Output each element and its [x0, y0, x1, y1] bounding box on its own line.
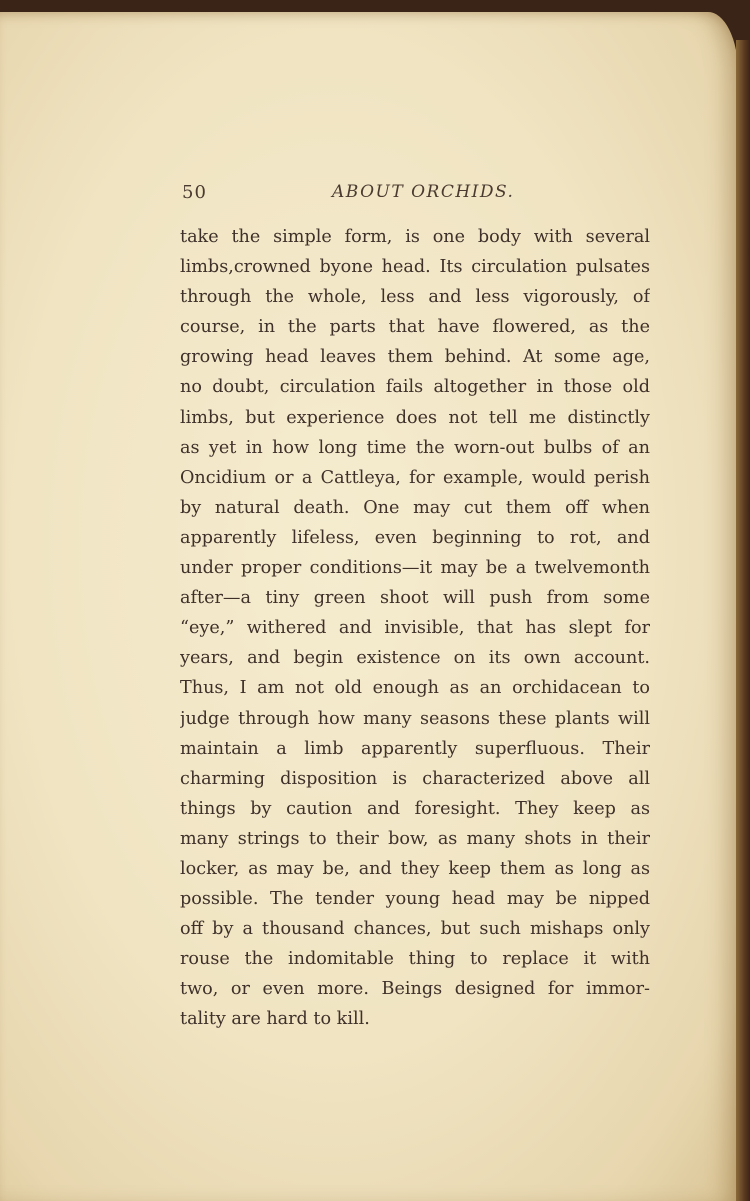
text-line: course, in the parts that have flowered, as the	[180, 317, 650, 338]
text-line: “eye,” withered and invisible, that has slept for	[180, 618, 650, 639]
text-line: locker, as may be, and they keep them as long as	[180, 858, 650, 879]
text-line: possible. The tender young head may be nipped	[180, 889, 650, 910]
text-line: years, and begin existence on its own account.	[180, 648, 650, 669]
text-line: as yet in how long time the worn-out bulbs of an	[180, 437, 650, 458]
page-header	[182, 178, 648, 212]
text-line: after—a tiny green shoot will push from some	[180, 588, 650, 609]
text-line: two, or even more. Beings designed for immor-	[180, 979, 650, 1000]
text-line: apparently lifeless, even beginning to rot, and	[180, 527, 650, 548]
page-number: 50	[182, 182, 207, 203]
text-line: judge through how many seasons these plants will	[180, 708, 650, 729]
text-line: charming disposition is characterized above all	[180, 768, 650, 789]
page-edge	[736, 40, 750, 1201]
text-line: limbs,crowned byone head. Its circulation pulsates	[180, 257, 650, 278]
text-line: limbs, but experience does not tell me distinctly	[180, 407, 650, 428]
text-line: take the simple form, is one body with several	[180, 227, 650, 247]
text-line: under proper conditions—it may be a twelvemonth	[180, 558, 650, 579]
text-line: maintain a limb apparently superfluous. Their	[180, 738, 650, 759]
text-line: growing head leaves them behind. At some age,	[180, 347, 650, 368]
text-line: off by a thousand chances, but such mishaps only	[180, 919, 650, 940]
text-line: rouse the indomitable thing to replace it with	[180, 949, 650, 970]
text-line: Oncidium or a Cattleya, for example, would perish	[180, 467, 650, 488]
text-line: many strings to their bow, as many shots in their	[180, 828, 650, 849]
text-line: by natural death. One may cut them off when	[180, 497, 650, 518]
text-line: no doubt, circulation fails altogether in those old	[180, 377, 650, 398]
body-text	[180, 222, 650, 1035]
running-title: ABOUT ORCHIDS.	[332, 182, 515, 202]
text-line: tality are hard to kill.	[180, 1009, 370, 1030]
book-page	[0, 12, 738, 1201]
text-line: Thus, I am not old enough as an orchidacean to	[180, 678, 650, 699]
text-line: through the whole, less and less vigorously, of	[180, 287, 650, 308]
text-line: things by caution and foresight. They keep as	[180, 798, 650, 819]
